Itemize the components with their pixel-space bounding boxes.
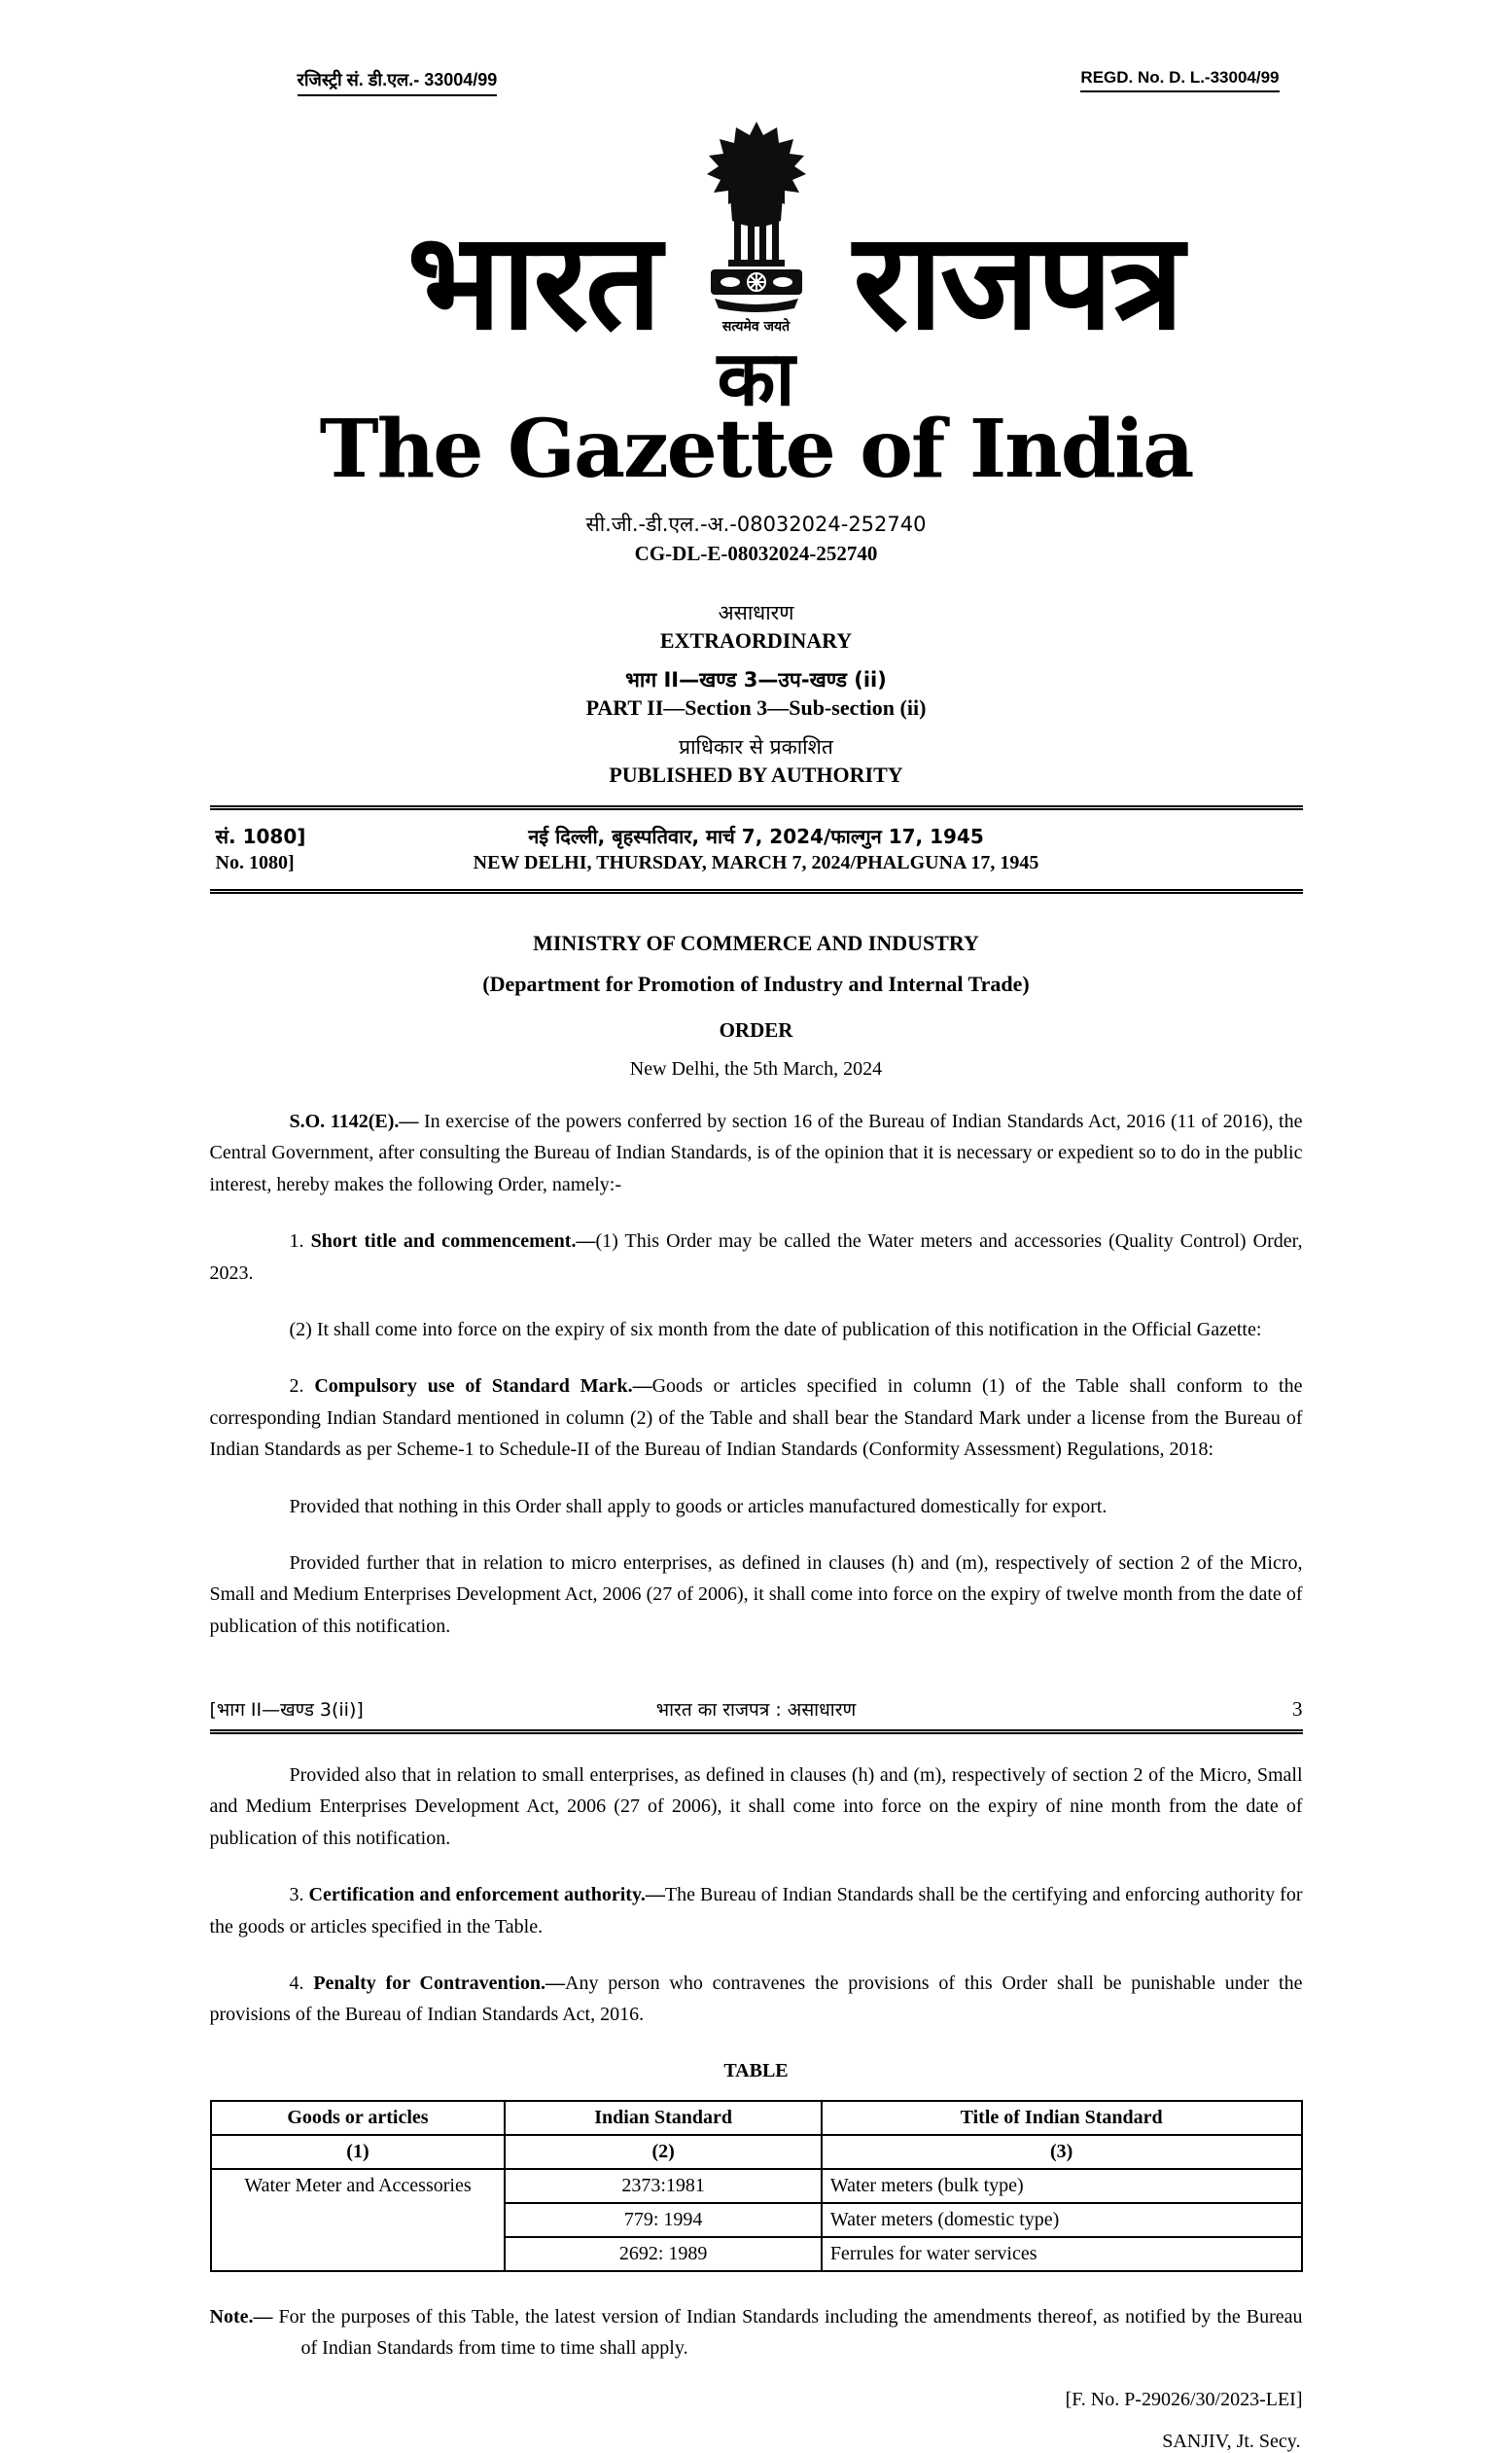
part-section-hindi: भाग II—खण्ड 3—उप-खण्ड (ii) xyxy=(625,668,887,692)
order-paragraph-4: 4. Penalty for Contravention.—Any person who contravenes the provisions of this Order shall be punishable under the provisions of the Bureau of Indian Standards Act, 2016. xyxy=(209,1973,1303,2026)
emblem-motto: सत्यमेव जयते xyxy=(721,319,791,335)
standard-cell: 2373:1981 xyxy=(505,2169,821,2203)
order-paragraph-2: 2. Compulsory use of Standard Mark.—Goods or articles specified in column (1) of the Table shall conform to the corresponding Indian Standard mentioned in column (2) of the Table and shall bear the Standard Mark under a license from the Bureau of Indian Standards as per Scheme-1 to Schedule-II of the Bureau of Indian Standards (Conformity Assessment) Regulations, 2018: xyxy=(209,1375,1303,1461)
running-header-title: भारत का राजपत्र : असाधारण xyxy=(655,1699,857,1722)
standards-table xyxy=(210,2100,1303,2272)
document-sheet xyxy=(210,0,1303,2453)
standard-title-cell: Water meters (domestic type) xyxy=(822,2203,1302,2237)
registration-header xyxy=(210,68,1303,96)
emblem-stack xyxy=(669,122,844,423)
table-row xyxy=(211,2169,1302,2203)
running-header-part: [भाग II—खण्ड 3(ii)] xyxy=(209,1699,364,1722)
cg-number-hindi: सी.जी.-डी.एल.-अ.-08032024-252740 xyxy=(585,513,927,536)
issue-number-hindi: सं. 1080] xyxy=(215,825,306,848)
table-colnum-row xyxy=(211,2135,1302,2169)
order-paragraph-1-2: (2) It shall come into force on the expiry of six month from the date of publication of this notification in the Official Gazette: xyxy=(289,1318,1262,1340)
table-title: TABLE xyxy=(723,2059,789,2081)
issue-date-hindi: नई दिल्ली, बृहस्पतिवार, मार्च 7, 2024/फाल्गुन 17, 1945 xyxy=(528,825,984,848)
standard-title-cell: Ferrules for water services xyxy=(822,2237,1302,2271)
clause-heading: Certification and enforcement authority.— xyxy=(308,1884,665,1906)
department-name: (Department for Promotion of Industry and Internal Trade) xyxy=(482,972,1030,996)
order-paragraph-1: 1. Short title and commencement.—(1) This Order may be called the Water meters and accessories (Quality Control) Order, 2023. xyxy=(209,1230,1303,1284)
cg-number-english: CG-DL-E-08032024-252740 xyxy=(634,542,878,565)
extraordinary-english: EXTRAORDINARY xyxy=(659,628,853,653)
ministry-heading-block xyxy=(210,931,1303,1081)
col-header-goods: Goods or articles xyxy=(211,2101,506,2135)
running-page-header xyxy=(210,1696,1303,1734)
masthead-hindi-word-left: भारत xyxy=(406,203,659,360)
col-header-title: Title of Indian Standard xyxy=(822,2101,1302,2135)
issue-date-english: NEW DELHI, THURSDAY, MARCH 7, 2024/PHALGUNA 17, 1945 xyxy=(473,852,1039,873)
clause-heading: Compulsory use of Standard Mark.— xyxy=(314,1375,652,1398)
file-number: [F. No. P-29026/30/2023-LEI] xyxy=(1065,2388,1303,2410)
proviso-small-enterprises: Provided also that in relation to small enterprises, as defined in clauses (h) and (m), respectively of section 2 of the Micro, Small and Medium Enterprises Development Act, 2006 (27 of 2006), it shall come into force on the expiry of nine month from the date of publication of this notification. xyxy=(209,1764,1303,1849)
col-num-2: (2) xyxy=(505,2135,821,2169)
order-heading: ORDER xyxy=(719,1018,793,1042)
order-paragraph-3: 3. Certification and enforcement authority.—The Bureau of Indian Standards shall be the certifying and enforcing authority for the goods or articles specified in the Table. xyxy=(209,1884,1303,1938)
signatory: SANJIV, Jt. Secy. xyxy=(1162,2430,1301,2452)
registration-number-english: REGD. No. D. L.-33004/99 xyxy=(1080,68,1279,92)
col-header-standard: Indian Standard xyxy=(505,2101,821,2135)
note-label: Note.— xyxy=(209,2305,273,2328)
authority-hindi: प्राधिकार से प्रकाशित xyxy=(679,735,833,759)
standard-cell: 779: 1994 xyxy=(505,2203,821,2237)
so-number: S.O. 1142(E).— xyxy=(289,1111,419,1132)
page-number: 3 xyxy=(1292,1697,1303,1722)
masthead xyxy=(210,122,1303,503)
ministry-name: MINISTRY OF COMMERCE AND INDUSTRY xyxy=(533,931,979,955)
table-note: Note.— For the purposes of this Table, the latest version of Indian Standards including the amendments thereof, as notified by the Bureau of Indian Standards from time to time shall apply. xyxy=(209,2305,1303,2359)
issue-number-english: No. 1080] xyxy=(215,852,295,873)
masthead-hindi-word-right: राजपत्र xyxy=(853,203,1181,360)
col-num-1: (1) xyxy=(211,2135,506,2169)
masthead-hindi-word-ka: का xyxy=(717,336,795,423)
extraordinary-hindi: असाधारण xyxy=(718,601,794,624)
registration-number-hindi: रजिस्ट्री सं. डी.एल.- 33004/99 xyxy=(298,68,498,96)
clause-heading: Penalty for Contravention.— xyxy=(313,1973,565,1995)
standard-cell: 2692: 1989 xyxy=(505,2237,821,2271)
proviso-export: Provided that nothing in this Order shall apply to goods or articles manufactured domestically for export. xyxy=(289,1495,1108,1517)
issue-category xyxy=(210,599,1303,788)
col-num-3: (3) xyxy=(822,2135,1302,2169)
part-section-english: PART II—Section 3—Sub-section (ii) xyxy=(585,695,927,720)
issue-bar xyxy=(210,805,1303,894)
masthead-english-title: The Gazette of India xyxy=(319,403,1193,496)
order-paragraph-so: S.O. 1142(E).— In exercise of the powers conferred by section 16 of the Bureau of Indian Standards Act, 2016 (11 of 2016), the Central Government, after consulting the Bureau of Indian Standards, is of the opinion that it is necessary or expedient so to do in the public interest, hereby makes the following Order, namely:- xyxy=(209,1111,1303,1195)
goods-cell: Water Meter and Accessories xyxy=(211,2169,506,2271)
national-emblem-icon xyxy=(699,122,814,314)
order-place-date: New Delhi, the 5th March, 2024 xyxy=(629,1058,883,1080)
clause-heading: Short title and commencement.— xyxy=(310,1230,596,1253)
authority-english: PUBLISHED BY AUTHORITY xyxy=(609,763,903,787)
standard-title-cell: Water meters (bulk type) xyxy=(822,2169,1302,2203)
table-header-row xyxy=(211,2101,1302,2135)
proviso-micro-enterprises: Provided further that in relation to micro enterprises, as defined in clauses (h) and (m), respectively of section 2 of the Micro, Small and Medium Enterprises Development Act, 2006 (27 of 2006), it shall come into force on the expiry of twelve month from the date of publication of this notification. xyxy=(209,1551,1303,1637)
